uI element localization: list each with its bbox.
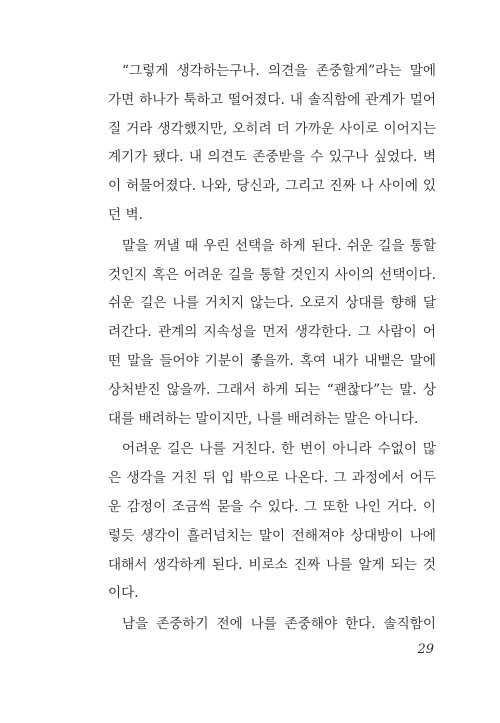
text-line: 이다. [108, 585, 139, 602]
text-line: 것인지 혹은 어려운 길을 통할 것인지 사이의 선택이다. [108, 266, 436, 283]
body-text [108, 57, 436, 639]
paragraph [108, 232, 436, 434]
text-line: 대를 배려하는 말이지만, 나를 배려하는 말은 아니다. [108, 410, 419, 427]
page-number: 29 [417, 642, 434, 657]
text-line: 떤 말을 들어야 기분이 좋을까. 혹여 내가 내뱉은 말에 [108, 352, 436, 369]
text-line: 운 감정이 조금씩 묻을 수 있다. 그 또한 나인 거다. 이 [108, 498, 436, 515]
text-line: 려간다. 관계의 지속성을 먼저 생각한다. 그 사람이 어 [108, 324, 436, 341]
paragraph [108, 435, 436, 608]
paragraph [108, 610, 436, 639]
text-line: 말을 꺼낼 때 우린 선택을 하게 된다. 쉬운 길을 통할 [122, 237, 436, 254]
paragraph [108, 57, 436, 230]
text-line: 상처받진 않을까. 그래서 하게 되는 “괜찮다”는 말. 상 [108, 381, 436, 398]
text-line: 가면 하나가 툭하고 떨어졌다. 내 솔직함에 관계가 멀어 [108, 91, 436, 108]
text-line: 렇듯 생각이 흘러넘치는 말이 전해져야 상대방이 나에 [108, 527, 436, 544]
text-line: 질 거라 생각했지만, 오히려 더 가까운 사이로 이어지는 [108, 120, 436, 137]
text-line: 쉬운 길은 나를 거치지 않는다. 오로지 상대를 향해 달 [108, 295, 436, 312]
text-line: 대해서 생각하게 된다. 비로소 진짜 나를 알게 되는 것 [108, 556, 436, 573]
text-line: 던 벽. [108, 206, 143, 223]
text-line: 계기가 됐다. 내 의견도 존중받을 수 있구나 싶었다. 벽 [108, 149, 436, 166]
text-line: 이 허물어졌다. 나와, 당신과, 그리고 진짜 나 사이에 있 [108, 178, 436, 195]
text-line: 어려운 길은 나를 거친다. 한 번이 아니라 수없이 많 [122, 441, 436, 458]
text-line: 은 생각을 거친 뒤 입 밖으로 나온다. 그 과정에서 어두 [108, 470, 436, 487]
text-line: 남을 존중하기 전에 나를 존중해야 한다. 솔직함이 [122, 616, 436, 633]
text-line: “그렇게 생각하는구나. 의견을 존중할게”라는 말에 [122, 63, 436, 79]
